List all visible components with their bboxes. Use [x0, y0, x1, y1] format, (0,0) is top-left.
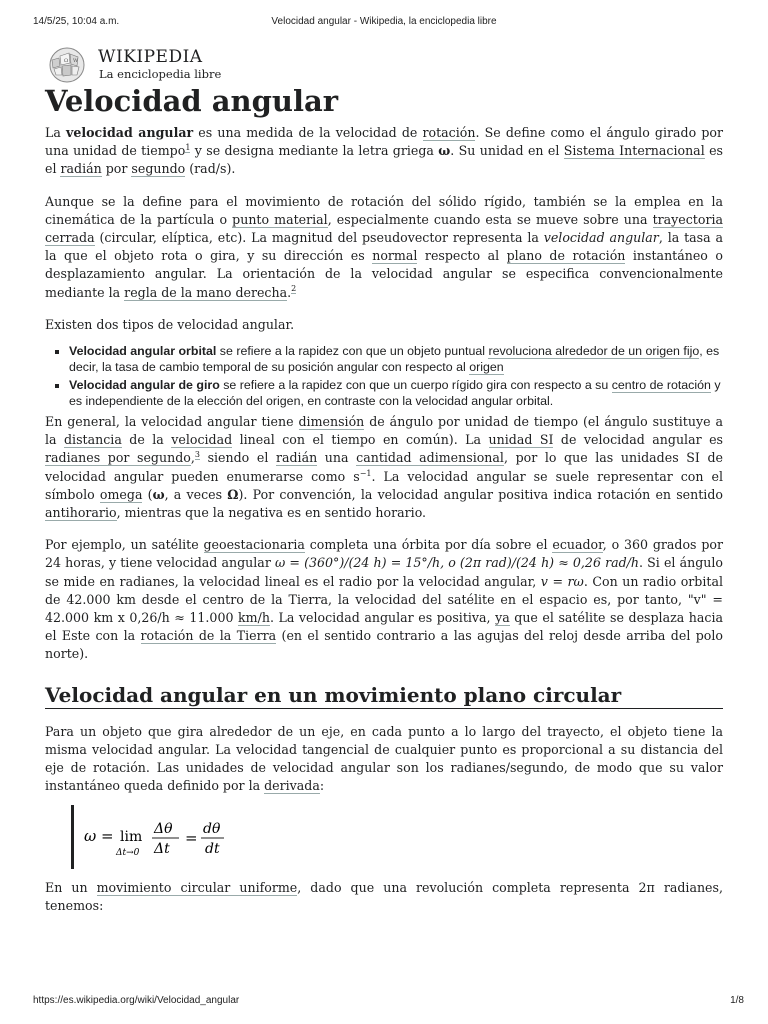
- text: . Su unidad en el: [450, 143, 564, 159]
- text: de la: [121, 432, 172, 448]
- link-rotacion[interactable]: rotación: [422, 125, 476, 140]
- text: La: [45, 125, 67, 140]
- formula-num2: dθ: [203, 820, 221, 837]
- text: , la tasa a la que el objeto rota o gira, y su dirección es: [45, 230, 724, 264]
- formula-den1: Δt: [154, 840, 170, 857]
- formula-lim: lim: [120, 828, 143, 845]
- math-expression: ω = (360°)/(24 h) = 15°/h, o (2π rad)/(24 h) ≈ 0,26 rad/h: [274, 555, 640, 571]
- math-expression: v = rω: [540, 573, 584, 589]
- paragraph-2: [45, 193, 723, 302]
- omega-symbol: ω: [438, 143, 451, 159]
- text: ). Por convención, la velocidad angular positiva indica rotación en sentido: [238, 486, 723, 502]
- text: (rad/s).: [185, 161, 236, 177]
- text: (en el sentido contrario a las agujas del reloj desde arriba del polo norte).: [45, 628, 723, 662]
- wikipedia-wordmark: WIKIPEDIA: [98, 47, 203, 67]
- link-geoestacionaria[interactable]: geoestacionaria: [203, 537, 305, 553]
- link-antihorario[interactable]: antihorario: [45, 505, 117, 521]
- svg-text:Ω: Ω: [64, 58, 69, 64]
- text: Por ejemplo, un satélite: [45, 537, 204, 553]
- capital-omega-symbol: Ω: [227, 486, 239, 502]
- paragraph-7: [45, 879, 723, 915]
- text: . Se define como el ángulo girado por una unidad de tiempo: [45, 125, 724, 159]
- formula-lhs: ω =: [84, 826, 114, 845]
- link-movimiento-circular-uniforme[interactable]: movimiento circular uniforme: [96, 879, 298, 895]
- paragraph-3: Existen dos tipos de velocidad angular.: [45, 316, 295, 332]
- link-radian[interactable]: radián: [60, 161, 102, 177]
- text: . Con un radio orbital de 42.000 km desde el centro de la Tierra, la velocidad del satélite en el espacio es, por tanto, "v" = 42.000 km x 0,26/h ≈ 11.000: [45, 573, 723, 626]
- text: Aunque se la define para el movimiento de rotación del sólido rígido, también se la emplea en la cinemática de la partícula o: [45, 193, 723, 227]
- wikipedia-tagline: La enciclopedia libre: [99, 67, 222, 81]
- superscript: −1: [359, 468, 372, 478]
- text: En general, la velocidad angular tiene: [45, 414, 299, 430]
- text: es el: [45, 143, 723, 177]
- link-rotacion-tierra[interactable]: rotación de la Tierra: [140, 628, 277, 644]
- text: , a veces: [164, 486, 228, 502]
- link-plano-de-rotacion[interactable]: plano de rotación: [506, 248, 626, 264]
- formula-block: [71, 805, 723, 869]
- paragraph-6: [45, 723, 723, 796]
- link-distancia[interactable]: distancia: [64, 432, 122, 448]
- text: , especialmente cuando esta se mueve sobre una: [327, 211, 653, 227]
- page-title: Velocidad angular: [45, 84, 339, 118]
- text: .: [287, 284, 292, 300]
- link-cantidad-adimensional[interactable]: cantidad adimensional: [356, 450, 504, 466]
- text: se refiere a la rapidez con que un cuerpo rígido gira con respecto a su: [219, 378, 612, 393]
- text: es una medida de la velocidad de: [193, 125, 423, 140]
- link-radianes-por-segundo[interactable]: radianes por segundo: [45, 450, 191, 466]
- text: por: [101, 161, 132, 177]
- text: y se designa mediante la letra griega: [190, 143, 439, 159]
- print-url: https://es.wikipedia.org/wiki/Velocidad_angular: [33, 995, 240, 1006]
- text: , por lo que las unidades SI de velocidad angular pueden enumerarse como s: [45, 450, 723, 484]
- list-item: [69, 343, 723, 375]
- link-centro-de-rotacion[interactable]: centro de rotación: [611, 378, 711, 393]
- link-regla-mano-derecha[interactable]: regla de la mano derecha: [124, 284, 288, 300]
- text: completa una órbita por día sobre el: [304, 537, 553, 553]
- link-kmh[interactable]: km/h: [238, 610, 270, 626]
- text: , mientras que la negativa es en sentido horario.: [116, 505, 427, 521]
- link-dimension[interactable]: dimensión: [298, 414, 365, 430]
- italic-term: velocidad angular: [543, 230, 659, 246]
- print-datetime: 14/5/25, 10:04 a.m.: [33, 16, 120, 27]
- text: respecto al: [417, 248, 507, 264]
- link-omega[interactable]: omega: [99, 486, 143, 502]
- text: (: [142, 486, 153, 502]
- link-derivada[interactable]: derivada: [264, 778, 320, 794]
- formula-lim-sub: Δt→0: [116, 847, 140, 858]
- text: En un: [45, 879, 97, 895]
- print-page-title: Velocidad angular - Wikipedia, la enciclopedia libre: [271, 16, 497, 27]
- intro-paragraph: [45, 124, 723, 179]
- ref-3[interactable]: 3: [194, 450, 200, 460]
- text: y es independiente de la elección del origen, en contraste con la velocidad angular orbital.: [69, 378, 721, 409]
- link-trayectoria-cerrada[interactable]: trayectoria cerrada: [45, 211, 724, 246]
- svg-text:W: W: [73, 58, 79, 64]
- link-velocidad[interactable]: velocidad: [171, 432, 233, 448]
- ref-1[interactable]: 1: [185, 143, 191, 153]
- text: una: [317, 450, 357, 466]
- text: siendo el: [199, 450, 276, 466]
- text: . La velocidad angular es positiva,: [269, 610, 496, 626]
- print-page-number: 1/8: [730, 995, 744, 1006]
- link-ecuador[interactable]: ecuador: [552, 537, 603, 553]
- text: ,: [190, 450, 195, 466]
- bold-term: Velocidad angular de giro: [69, 378, 220, 393]
- omega-symbol: ω: [152, 486, 165, 502]
- formula-svg: [84, 805, 284, 869]
- paragraph-5: [45, 536, 723, 663]
- text: se refiere a la rapidez con que un objeto puntual: [216, 344, 489, 359]
- link-unidad-si[interactable]: unidad SI: [488, 432, 554, 448]
- formula-num1: Δθ: [154, 820, 173, 837]
- list-item: [69, 377, 723, 409]
- text: instantáneo o desplazamiento angular. La orientación de la velocidad angular se especifica convencionalmente mediante la: [45, 248, 723, 300]
- ref-2[interactable]: 2: [291, 284, 297, 294]
- text: , es decir, la tasa de cambio temporal de su posición angular con respecto al: [69, 344, 720, 375]
- text: de ángulo por unidad de tiempo (el ángulo sustituye a la: [45, 414, 723, 448]
- text: Para un objeto que gira alrededor de un eje, en cada punto a lo largo del trayecto, el objeto tiene la misma velocidad angular. La velocidad tangencial de cualquier punto es proporcional a su distancia del eje de rotación. Las unidades de velocidad angular son los radianes/segundo, de modo que su valor instantáneo queda definido por la: [45, 723, 723, 794]
- text: :: [319, 778, 325, 794]
- formula-den2: dt: [205, 840, 220, 857]
- types-list: [45, 343, 723, 409]
- link-origen[interactable]: origen: [469, 360, 504, 375]
- text: de velocidad angular es: [553, 432, 723, 448]
- link-radian[interactable]: radián: [275, 450, 318, 466]
- section-heading: Velocidad angular en un movimiento plano circular: [45, 686, 723, 709]
- text: que el satélite se desplaza hacia el Este con la: [45, 610, 723, 644]
- text: lineal con el tiempo en común). La: [232, 432, 489, 448]
- bold-term: velocidad angular: [66, 125, 194, 140]
- link-ya[interactable]: ya: [495, 610, 510, 626]
- link-segundo[interactable]: segundo: [131, 161, 186, 177]
- formula-equals: =: [185, 828, 198, 847]
- link-revoluciona[interactable]: revoluciona alrededor de un origen fijo: [488, 344, 700, 359]
- paragraph-4: [45, 413, 723, 522]
- text: , o 360 grados por 24 horas, y tiene velocidad angular: [45, 537, 723, 571]
- text: . Si el ángulo se mide en radianes, la velocidad lineal es el radio por la velocidad angular,: [45, 555, 723, 589]
- text: . La velocidad angular se suele representar con el símbolo: [45, 468, 723, 502]
- link-normal[interactable]: normal: [372, 248, 418, 264]
- link-punto-material[interactable]: punto material: [232, 211, 328, 227]
- bold-term: Velocidad angular orbital: [69, 344, 217, 359]
- text: (circular, elíptica, etc). La magnitud del pseudovector representa la: [94, 230, 544, 246]
- wikipedia-globe-icon: [44, 44, 90, 84]
- link-sistema-internacional[interactable]: Sistema Internacional: [563, 143, 705, 159]
- article-body: [45, 124, 723, 924]
- text: , dado que una revolución completa representa 2π radianes, tenemos:: [45, 879, 723, 913]
